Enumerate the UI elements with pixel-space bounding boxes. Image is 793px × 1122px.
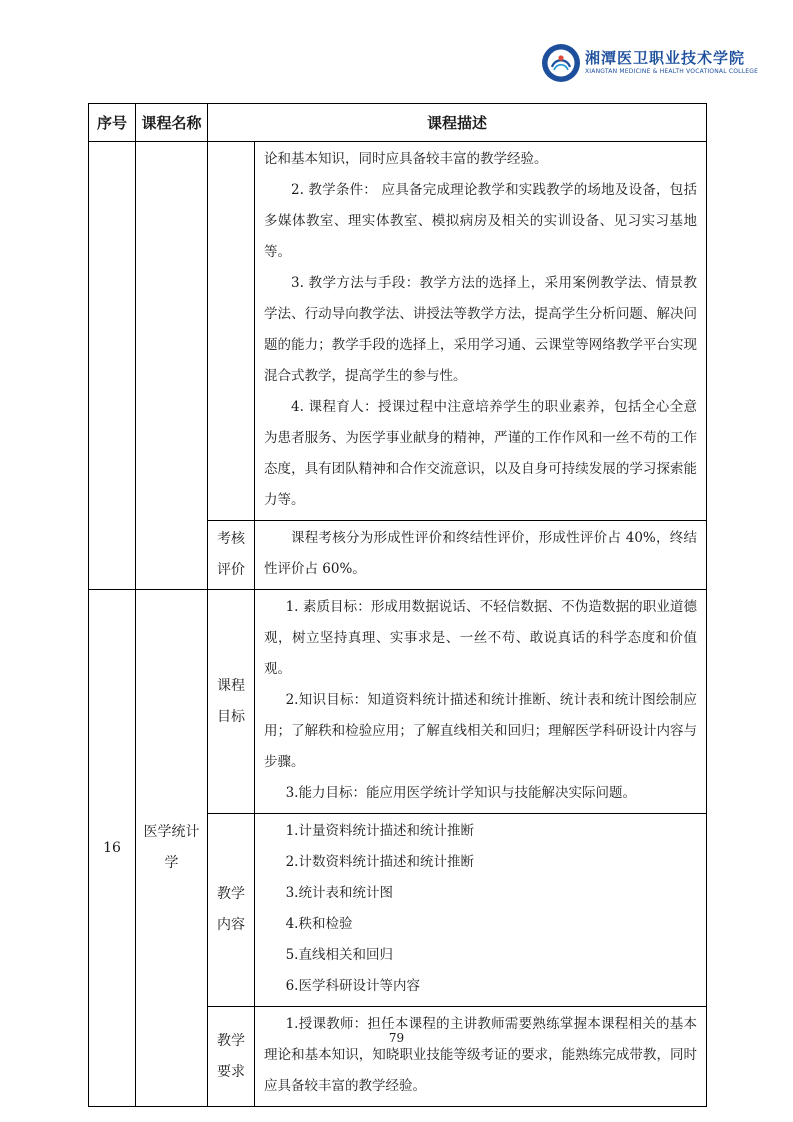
page-number: 79 xyxy=(388,1031,405,1045)
header-course-desc: 课程描述 xyxy=(208,104,707,142)
table-row xyxy=(89,142,707,521)
seq-cell-empty xyxy=(89,142,136,590)
assessment-label: 考核 评价 xyxy=(208,521,255,590)
logo-chinese-name: 湘潭医卫职业技术学院 xyxy=(585,49,746,67)
assessment-text: 课程考核分为形成性评价和终结性评价，形成性评价占 40%，终结性评价占 60%。 xyxy=(255,521,707,590)
college-logo xyxy=(541,43,758,83)
header-course-name: 课程名称 xyxy=(136,104,208,142)
teaching-requirements-continued xyxy=(255,142,707,521)
course-table xyxy=(88,103,707,1107)
teaching-requirements: 1.授课教师：担任本课程的主讲教师需要熟练掌握本课程相关的基本理论和基本知识，知晓职业技能等级考证的要求，能熟练完成带教，同时应具备较丰富的教学经验。 xyxy=(255,1007,707,1107)
requirements-label: 教学 要求 xyxy=(208,1007,255,1107)
name-cell-empty xyxy=(136,142,208,590)
content-item: 1.计量资料统计描述和统计推断 xyxy=(285,823,474,839)
teaching-content xyxy=(255,814,707,1007)
course-name: 医学统计 学 xyxy=(136,590,208,1107)
goals-label: 课程 目标 xyxy=(208,590,255,814)
desc-paragraph: 3. 教学方法与手段：教学方法的选择上，采用案例教学法、情景教学法、行动导向教学法、讲授法等教学方法，提高学生分析问题、解决问题的能力；教学手段的选择上，采用学习通、云课堂等网络教学平台实现混合式教学，提高学生的参与性。 xyxy=(264,275,698,384)
content-item: 3.统计表和统计图 xyxy=(285,885,393,901)
goal-item: 1. 素质目标：形成用数据说话、不轻信数据、不伪造数据的职业道德观，树立坚持真理、实事求是、一丝不苟、敢说真话的科学态度和价值观。 xyxy=(264,599,698,677)
goal-item: 2.知识目标：知道资料统计描述和统计推断、统计表和统计图绘制应用；了解秩和检验应用；了解直线相关和回归；理解医学科研设计内容与步骤。 xyxy=(264,692,698,770)
table-header-row xyxy=(89,104,707,142)
content-item: 6.医学科研设计等内容 xyxy=(285,978,420,994)
course-goals xyxy=(255,590,707,814)
label-cell-empty xyxy=(208,142,255,521)
college-emblem-icon xyxy=(541,43,581,83)
desc-paragraph: 论和基本知识，同时应具备较丰富的教学经验。 xyxy=(264,151,548,167)
goal-item: 3.能力目标：能应用医学统计学知识与技能解决实际问题。 xyxy=(285,785,636,801)
content-item: 5.直线相关和回归 xyxy=(285,947,393,963)
content-label: 教学 内容 xyxy=(208,814,255,1007)
table-row xyxy=(89,590,707,814)
content-item: 2.计数资料统计描述和统计推断 xyxy=(285,854,474,870)
desc-paragraph: 4. 课程育人：授课过程中注意培养学生的职业素养，包括全心全意为患者服务、为医学事业献身的精神，严谨的工作作风和一丝不苟的工作态度，具有团队精神和合作交流意识，以及自身可持续发展的学习探索能力等。 xyxy=(264,399,698,508)
course-seq: 16 xyxy=(89,590,136,1107)
desc-paragraph: 2. 教学条件： 应具备完成理论教学和实践教学的场地及设备，包括多媒体教室、理实体教室、模拟病房及相关的实训设备、见习实习基地等。 xyxy=(264,182,698,260)
content-item: 4.秩和检验 xyxy=(285,916,353,932)
logo-english-name: XIANGTAN MEDICINE & HEALTH VOCATIONAL COLLEGE xyxy=(585,68,759,75)
header-seq: 序号 xyxy=(89,104,136,142)
